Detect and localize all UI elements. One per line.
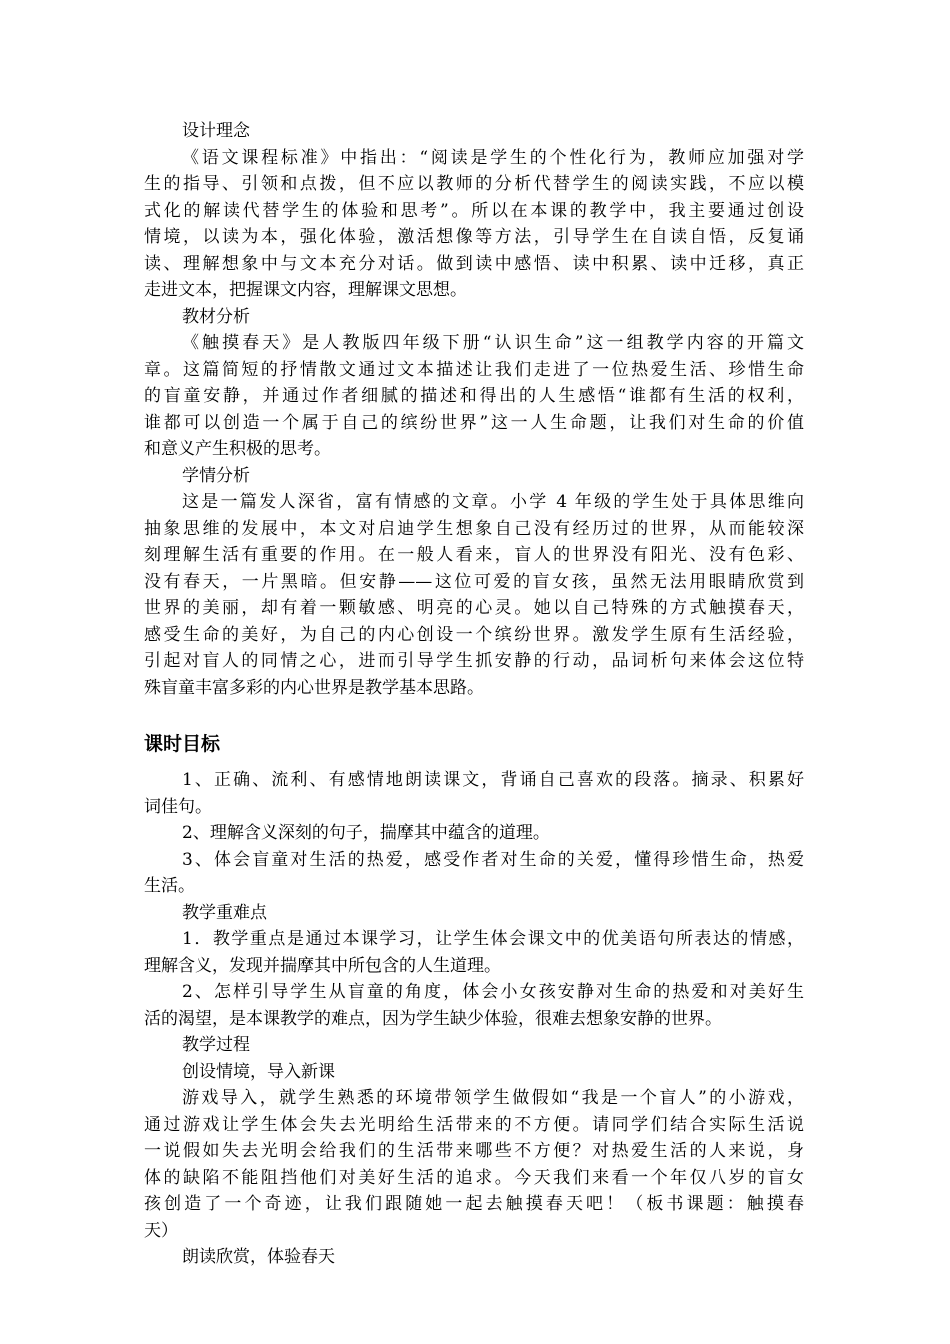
paragraph-student-analysis xyxy=(144,489,804,701)
paragraph-line: 抽象思维的发展中，本文对启迪学生想象自己没有经历过的世界，从而能较深 xyxy=(144,518,804,539)
paragraph-textbook-analysis xyxy=(144,330,804,463)
paragraph-line: 天） xyxy=(144,1220,178,1241)
paragraph-line: 刻理解生活有重要的作用。在一般人看来，盲人的世界没有阳光、没有色彩、 xyxy=(144,545,804,565)
section-title-student-analysis: 学情分析 xyxy=(182,465,250,486)
section-title-reading-appreciation: 朗读欣赏，体验春天 xyxy=(182,1247,335,1267)
paragraph-line: 的盲童安静，并通过作者细腻的描述和得出的人生感悟“谁都有生活的权利， xyxy=(144,386,804,406)
paragraph-line: 章。这篇简短的抒情散文通过文本描述让我们走进了一位热爱生活、珍惜生命 xyxy=(144,359,804,380)
section-title-textbook-analysis: 教材分析 xyxy=(182,306,250,327)
section-title-scene-intro: 创设情境，导入新课 xyxy=(182,1061,335,1082)
section-title-teaching-process: 教学过程 xyxy=(182,1035,250,1055)
paragraph-line: 和意义产生积极的思考。 xyxy=(144,439,331,459)
goal-line: 3、体会盲童对生活的热爱，感受作者对生命的关爱，懂得珍惜生命，热爱 xyxy=(182,849,804,870)
goals-list xyxy=(144,767,804,900)
goal-line: 词佳句。 xyxy=(144,796,212,817)
paragraph-scene-intro xyxy=(144,1085,804,1244)
goal-line: 生活。 xyxy=(144,876,195,896)
key-point-line: 活的渴望，是本课教学的难点，因为学生缺少体验，很难去想象安静的世界。 xyxy=(144,1008,722,1029)
key-point-line: 理解含义，发现并揣摩其中所包含的人生道理。 xyxy=(144,955,501,976)
paragraph-line: 走进文本，把握课文内容，理解课文思想。 xyxy=(144,280,467,300)
section-title-key-points: 教学重难点 xyxy=(182,902,267,923)
paragraph-line: 《触摸春天》是人教版四年级下册“认识生命”这一组教学内容的开篇文 xyxy=(182,333,804,353)
goal-line: 2、理解含义深刻的句子，揣摩其中蕴含的道理。 xyxy=(182,823,550,843)
key-point-line: 1．教学重点是通过本课学习，让学生体会课文中的优美语句所表达的情感， xyxy=(182,929,804,949)
paragraph-line: 殊盲童丰富多彩的内心世界是教学基本思路。 xyxy=(144,677,484,698)
paragraph-line: 式化的解读代替学生的体验和思考”。所以在本课的教学中，我主要通过创设 xyxy=(144,200,804,221)
paragraph-line: 通过游戏让学生体会失去光明给生活带来的不方便。请同学们结合实际生活说 xyxy=(144,1114,804,1135)
paragraph-line: 一说假如失去光明会给我们的生活带来哪些不方便？对热爱生活的人来说，身 xyxy=(144,1141,804,1161)
section-title-design-concept: 设计理念 xyxy=(182,121,250,141)
goal-line: 1、正确、流利、有感情地朗读课文，背诵自己喜欢的段落。摘录、积累好 xyxy=(182,770,804,790)
paragraph-line: 世界的美丽，却有着一颗敏感、明亮的心灵。她以自己特殊的方式触摸春天， xyxy=(144,598,804,618)
paragraph-line: 游戏导入，就学生熟悉的环境带领学生做假如“我是一个盲人”的小游戏， xyxy=(182,1088,804,1108)
paragraph-line: 孩创造了一个奇迹，让我们跟随她一起去触摸春天吧！（板书课题：触摸春 xyxy=(144,1194,804,1214)
paragraph-line: 读、理解想象中与文本充分对话。做到读中感悟、读中积累、读中迁移，真正 xyxy=(144,253,804,274)
paragraph-line: 引起对盲人的同情之心，进而引导学生抓安静的行动，品词析句来体会这位特 xyxy=(144,651,804,671)
paragraph-line: 生的指导、引领和点拨，但不应以教师的分析代替学生的阅读实践，不应以模 xyxy=(144,174,804,194)
paragraph-line: 没有春天，一片黑暗。但安静——这位可爱的盲女孩，虽然无法用眼睛欣赏到 xyxy=(144,571,804,592)
paragraph-line: 情境，以读为本，强化体验，激活想像等方法，引导学生在自读自悟，反复诵 xyxy=(144,227,804,247)
paragraph-line: 谁都可以创造一个属于自己的缤纷世界”这一人生命题，让我们对生命的价值 xyxy=(144,412,804,433)
paragraph-line: 体的缺陷不能阻挡他们对美好生活的追求。今天我们来看一个年仅八岁的盲女 xyxy=(144,1167,804,1188)
paragraph-line: 这是一篇发人深省，富有情感的文章。小学 4 年级的学生处于具体思维向 xyxy=(182,492,804,512)
key-points-list xyxy=(144,926,804,1032)
paragraph-line: 感受生命的美好，为自己的内心创设一个缤纷世界。激发学生原有生活经验， xyxy=(144,624,804,645)
key-point-line: 2、怎样引导学生从盲童的角度，体会小女孩安静对生命的热爱和对美好生 xyxy=(182,982,804,1002)
paragraph-design-concept xyxy=(144,145,804,304)
paragraph-line: 《语文课程标准》中指出：“阅读是学生的个性化行为，教师应加强对学 xyxy=(182,147,804,168)
heading-lesson-goals: 课时目标 xyxy=(144,733,221,755)
document-page xyxy=(144,118,804,1271)
